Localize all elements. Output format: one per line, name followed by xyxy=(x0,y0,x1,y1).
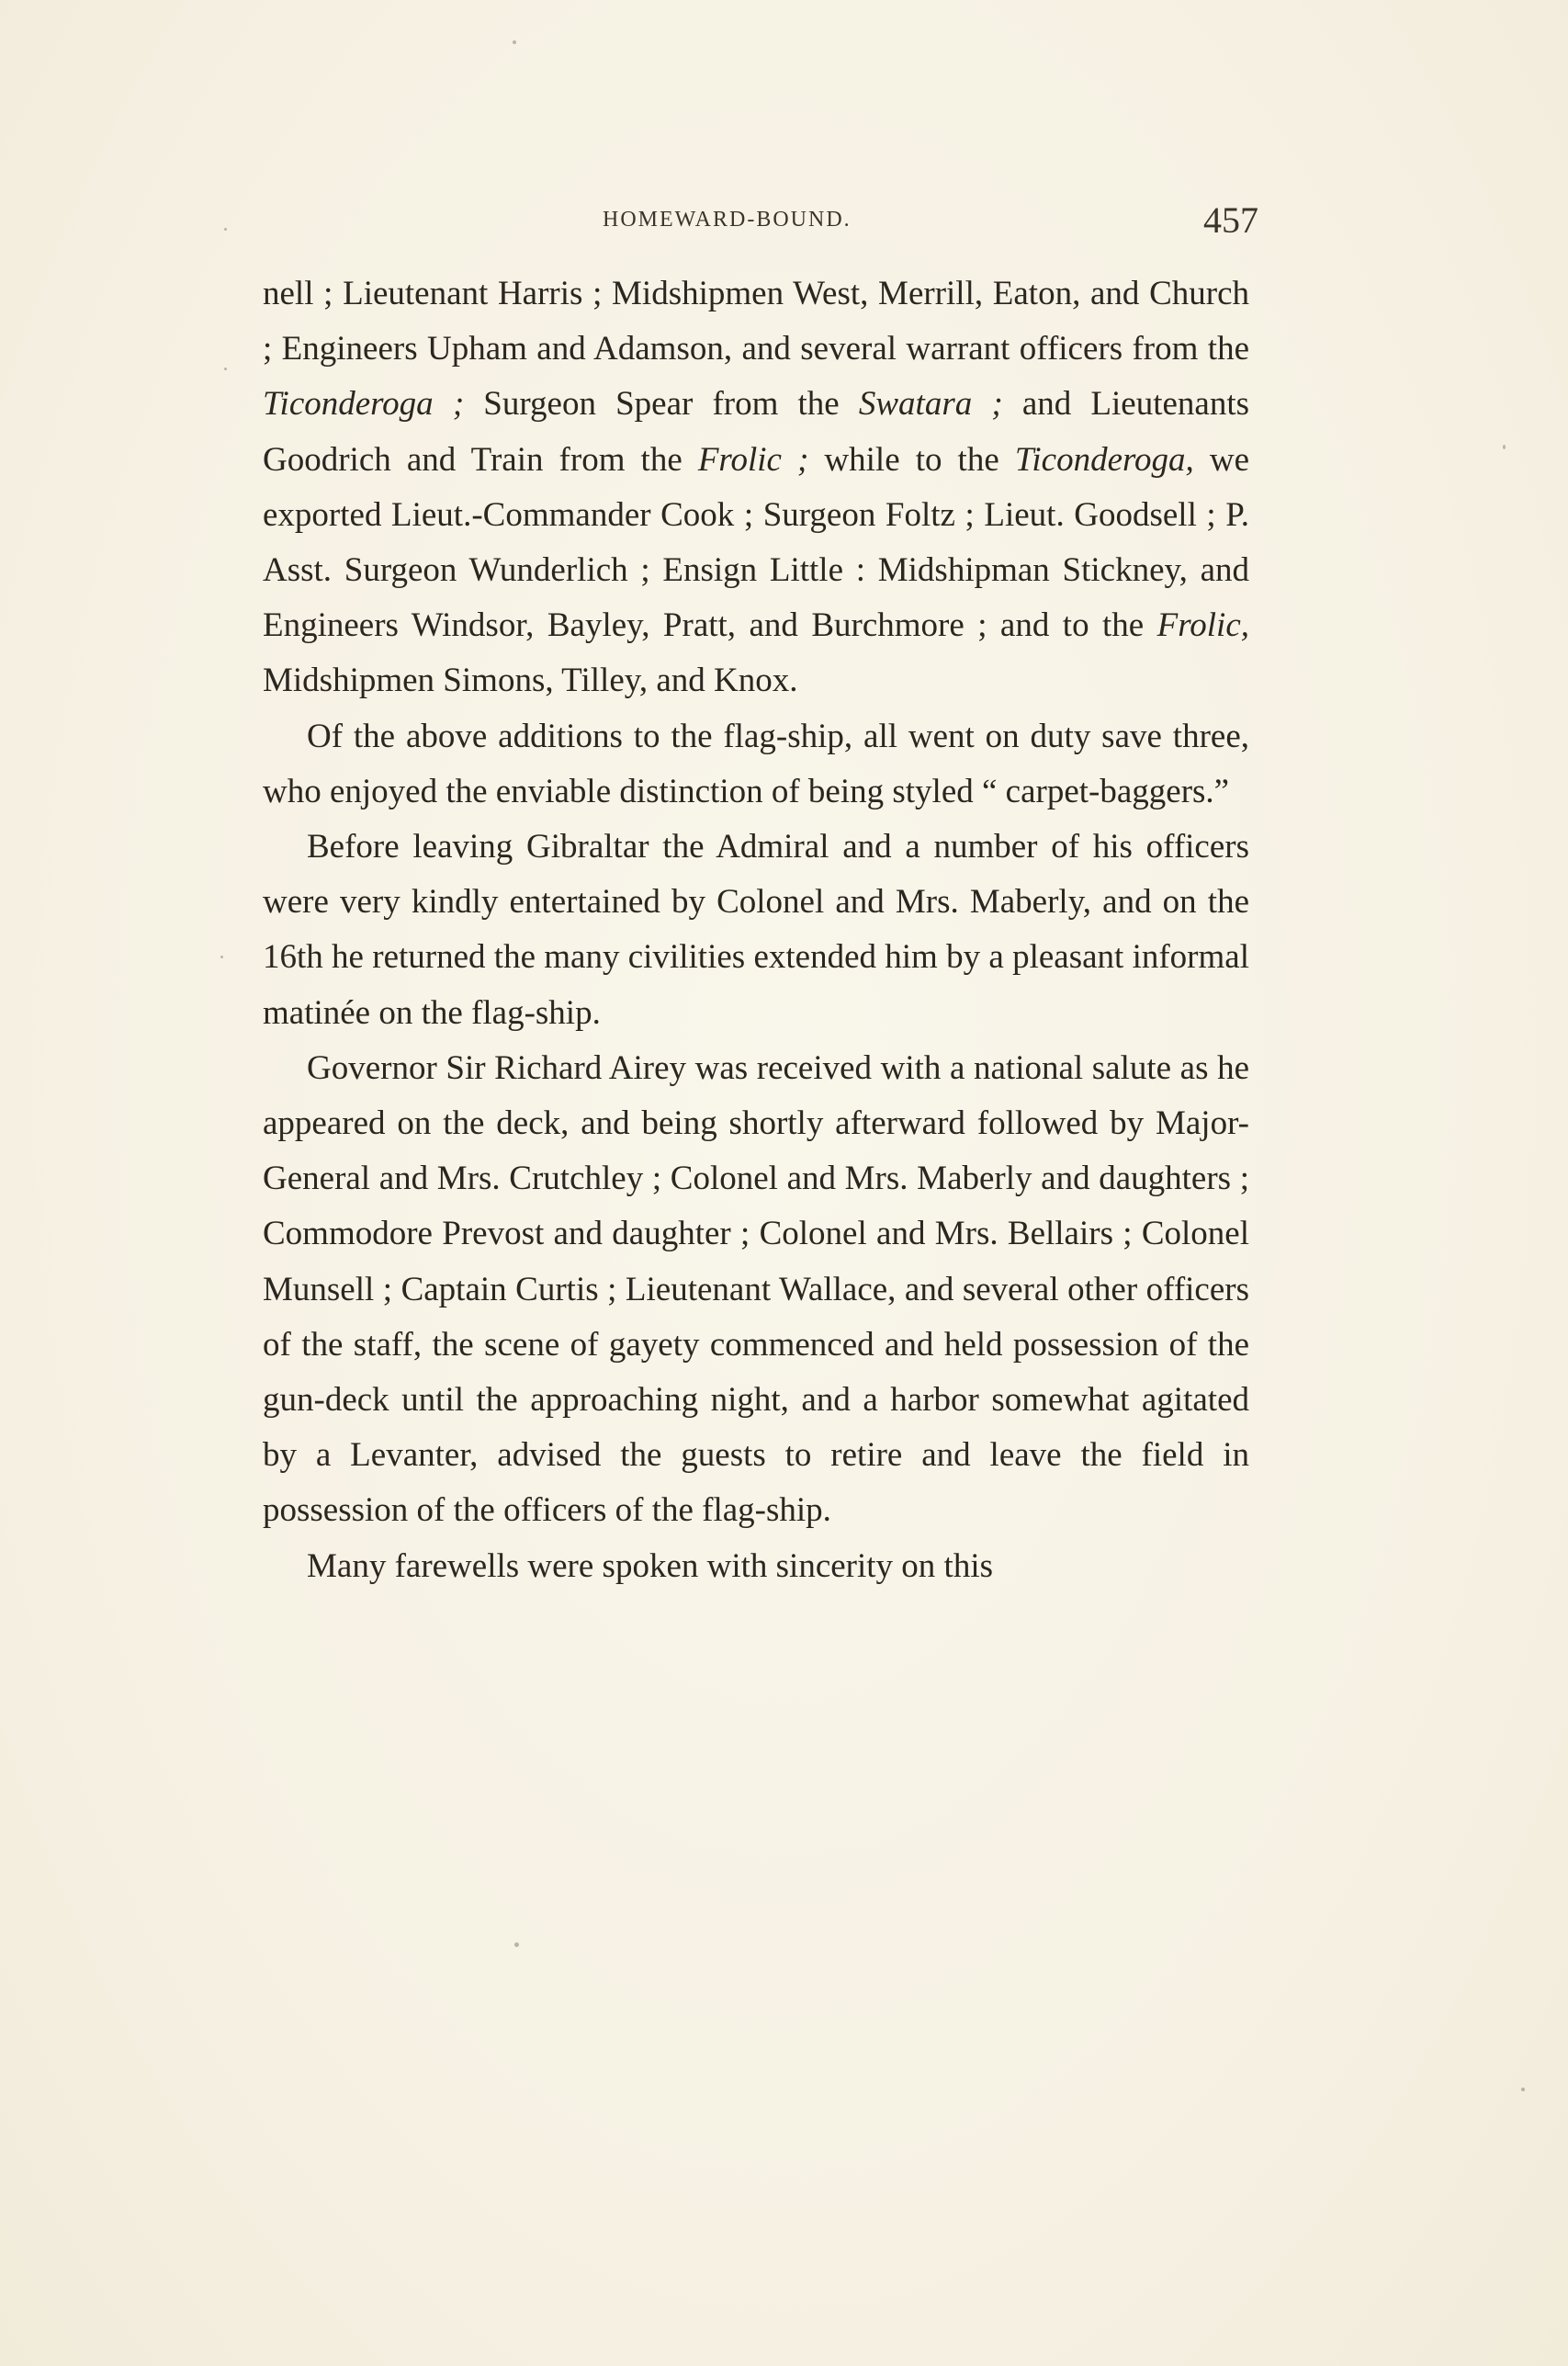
italic-ship-name: Ticonderoga, xyxy=(1014,440,1194,479)
paragraph xyxy=(263,1041,1249,1539)
italic-ship-name: Frolic, xyxy=(1156,606,1249,645)
text-run: Governor Sir Richard Airey was received with a national salute as he appeared on the deck, and being shortly afterward followed by Major-General and Mrs. Crutchley ; Colonel and Mrs. Maberly and daughters ; Commodore Prevost and daughter ; Colonel and Mrs. Bellairs ; Colonel Munsell ; Captain Curtis ; Lieutenant Wallace, and several other officers of the staff, the scene of gayety commenced and held possession of the gun-deck until the approaching night, and a harbor somewhat agitated by a Levanter, advised the guests to retire and leave the field in possession of the officers of the flag-ship. xyxy=(263,1048,1249,1530)
text-run: Before leaving Gibraltar the Admiral and a number of his officers were very kindly entertained by Colonel and Mrs. Maberly, and on the 16th he returned the many civilities extended him by a pleasant informal matinée on the flag-ship. xyxy=(263,828,1249,1032)
text-run: we exported Lieut.-Commander Cook ; Surgeon Foltz ; Lieut. Goodsell ; P. Asst. Surgeon Wunderlich ; Ensign Little : Midshipman Stickney, and Engineers Windsor, Bayley, Pratt, and Burchmore ; and to the xyxy=(263,440,1249,645)
text-run: and Lieutenants Goodrich and Train from the xyxy=(263,385,1250,479)
running-title: HOMEWARD-BOUND. xyxy=(603,208,852,232)
text-run: Of the above additions to the flag-ship, all went on duty save three, who enjoyed the enviable distinction of being styled “ carpet-baggers.” xyxy=(263,717,1249,810)
page-number: 457 xyxy=(1203,199,1258,241)
scan-speck xyxy=(224,368,227,370)
paragraph xyxy=(263,266,1249,709)
italic-ship-name: Swatara ; xyxy=(858,385,1003,424)
text-run: while to the xyxy=(808,440,1015,479)
scan-speck xyxy=(514,1942,519,1947)
paragraph xyxy=(263,820,1249,1041)
scan-speck xyxy=(1503,445,1506,449)
running-head xyxy=(263,198,1258,244)
scan-speck xyxy=(224,228,227,231)
scan-speck xyxy=(220,956,223,958)
italic-ship-name: Ticonderoga ; xyxy=(263,385,465,424)
text-run: Many farewells were spoken with sincerity on this xyxy=(307,1546,994,1585)
scan-speck xyxy=(1521,2088,1525,2091)
body-text xyxy=(263,266,1249,1594)
text-run: Midshipmen Simons, Tilley, and Knox. xyxy=(263,662,798,700)
text-run: Surgeon Spear from the xyxy=(464,385,859,424)
scan-speck xyxy=(513,40,516,44)
italic-ship-name: Frolic ; xyxy=(697,440,809,479)
text-run: nell ; Lieutenant Harris ; Midshipmen West, Merrill, Eaton, and Church ; Engineers Upham and Adamson, and several warrant officers from the xyxy=(263,275,1249,368)
paragraph xyxy=(263,1539,1249,1594)
paragraph xyxy=(263,709,1249,820)
